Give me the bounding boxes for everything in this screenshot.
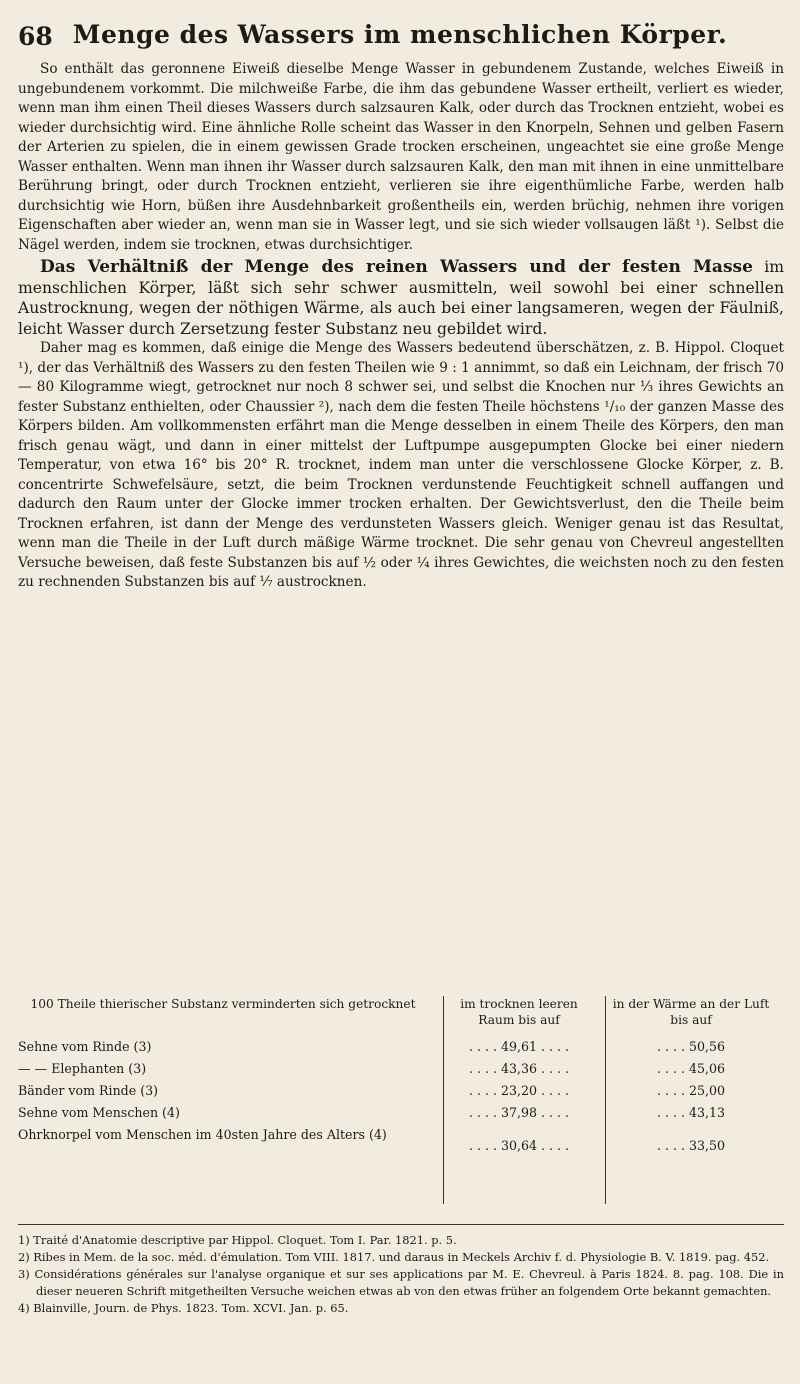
table-row-label: — — Elephanten (3) [18,1061,147,1076]
table-column-vacuum [443,996,594,1204]
page-number: 68 [18,22,53,51]
table-row-label: Sehne vom Rinde (3) [18,1039,152,1054]
paragraph-1: So enthält das geronnene Eiweiß dieselbe Menge Wasser in gebundenem Zustande, welches Eiweiß in ungebundenem vorkommt. Die milchweiße Farbe, die ihm das gebundene Wasser ertheilt, verliert es wieder, wenn man ihm einen Theil dieses Wassers durch salzsauren Kalk, oder durch das Trocknen entzieht, wobei es wieder durchsichtig wird. Eine ähnliche Rolle scheint das Wasser in den Knorpeln, Sehnen und gelben Fasern der Arterien zu spielen, die in einem gewissen Grade trocken erscheinen, ungeachtet sie eine große Menge Wasser enthalten. Wenn man ihnen ihr Wasser durch salzsauren Kalk, den man mit ihnen in eine unmittelbare Berührung bringt, oder durch Trocknen entzieht, verlieren sie ihre eigenthümliche Farbe, werden halb durchsichtig wie Horn, büßen ihre Ausdehnbarkeit großentheils ein, werden brüchig, nehmen ihre vorigen Eigenschaften aber wieder an, wenn man sie in Wasser legt, und sie sich wieder vollsaugen läßt ¹). Selbst die Nägel werden, indem sie trocknen, etwas durchsichtiger. [18,61,784,253]
footnote: 2) Ribes in Mem. de la soc. méd. d'émulation. Tom VIII. 1817. und daraus in Meckels Archiv f. d. Physiologie B. V. 1819. pag. 452. [18,1250,770,1264]
footnote: 4) Blainville, Journ. de Phys. 1823. Tom. XCVI. Jan. p. 65. [18,1301,349,1315]
paragraph-2: Daher mag es kommen, daß einige die Menge des Wassers bedeutend überschätzen, z. B. Hippol. Cloquet ¹), der das Verhältniß des Wassers zu den festen Theilen wie 9 : 1 annimmt, so daß ein Leichnam, der frisch 70 — 80 Kilogramme wiegt, getrocknet nur noch 8 schwer sei, und selbst die Knochen nur ⅓ ihres Gewichts an fester Substanz enthielten, oder Chaussier ²), nach dem die festen Theile höchstens ¹/₁₀ der ganzen Masse des Körpers bilden. Am vollkommensten erfährt man die Menge desselben in einem Theile des Körpers, den man frisch genau wägt, und dann in einer mittelst der Luftpumpe ausgepumpten Glocke bei einer niedern Temperatur, von etwa 16° bis 20° R. trocknet, indem man unter die verschlossene Glocke Körper, z. B. concentrirte Schwefelsäure, setzt, die beim Trocknen verdunstende Feuchtigkeit schnell auffangen und dadurch den Raum unter der Glocke immer trocken erhalten. Der Gewichtsverlust, den die Theile beim Trocknen erfahren, ist dann der Menge des verdunsteten Wassers gleich. Weniger genau ist das Resultat, wenn man die Theile in der Luft durch mäßige Wärme trocknet. Die sehr genau von Chevreul angestellten Versuche beweisen, daß feste Substanzen bis auf ½ oder ¼ ihres Gewichtes, die weichsten noch zu den festen zu rechnenden Substanzen bis auf ⅐ austrocknen. [18,340,784,590]
section-lead-text: im menschlichen Körper, läßt sich sehr schwer ausmitteln, weil sowohl bei einer schnellen Austrocknung, wegen der nöthigen Wärme, als auch bei einer langsameren, wegen der Fäulniß, leicht Wasser durch Zersetzung fester Substanz neu gebildet wird. [18,258,784,338]
page-header [18,18,782,58]
table-cell-warmth: . . . . 43,13 [656,1105,726,1120]
body-text [18,60,784,593]
table-column-warmth [605,996,776,1204]
footnote-divider [18,1224,784,1225]
table-column-substance [18,996,428,1165]
table-cell-vacuum: . . . . 30,64 . . . . [468,1138,570,1153]
table-row-label: Sehne vom Menschen (4) [18,1105,180,1120]
table-cell-warmth: . . . . 33,50 [656,1138,726,1153]
table-cell-vacuum: . . . . 43,36 . . . . [468,1061,570,1076]
table-cell-warmth: . . . . 25,00 [656,1083,726,1098]
data-table [18,996,784,1214]
table-header-substance: 100 Theile thierischer Substanz verminderten sich getrocknet [30,997,416,1011]
section-lead: Das Verhältniß der Menge des reinen Wassers und der festen Masse [40,257,753,277]
table-cell-warmth: . . . . 45,06 [656,1061,726,1076]
running-title: Menge des Wassers im menschlichen Körper. [72,20,728,49]
footnote: 3) Considérations générales sur l'analyse organique et sur ses applications par M. E. Chevreul. à Paris 1824. 8. pag. 108. Die in dieser neueren Schrift mitgetheilten Versuche weichen etwas ab von den etwas früher an folgendem Orte bekannt gemachten. [18,1267,784,1298]
table-header-vacuum: im trocknen leeren Raum bis auf [460,997,578,1027]
footnote: 1) Traité d'Anatomie descriptive par Hippol. Cloquet. Tom I. Par. 1821. p. 5. [18,1233,457,1247]
table-cell-vacuum: . . . . 49,61 . . . . [468,1039,570,1054]
table-header-warmth: in der Wärme an der Luft bis auf [612,997,770,1027]
table-cell-vacuum: . . . . 23,20 . . . . [468,1083,570,1098]
table-row-label: Ohrknorpel vom Menschen im 40sten Jahre des Alters (4) [18,1127,387,1142]
footnotes [18,1232,784,1317]
section-paragraph [18,257,784,339]
table-row-label: Bänder vom Rinde (3) [18,1083,159,1098]
table-cell-warmth: . . . . 50,56 [656,1039,726,1054]
table-cell-vacuum: . . . . 37,98 . . . . [468,1105,570,1120]
